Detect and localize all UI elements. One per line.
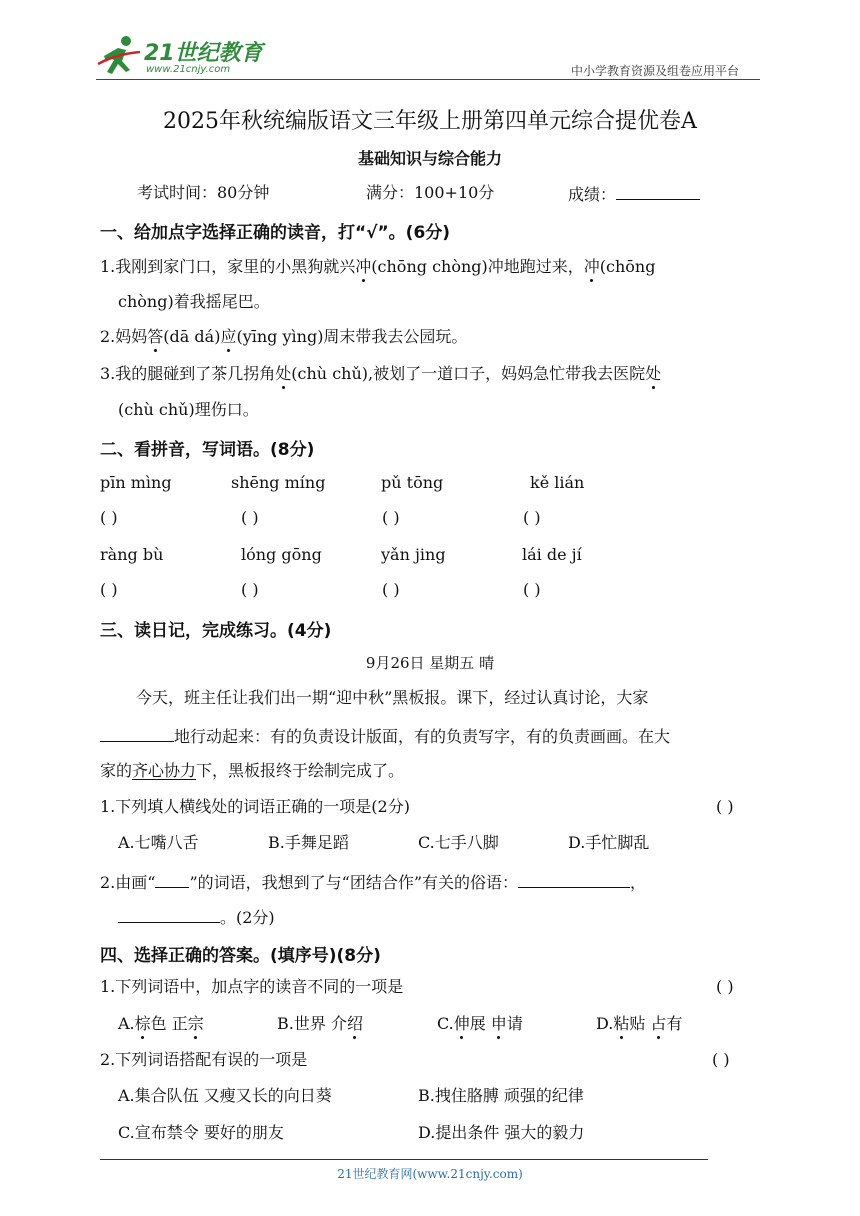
pinyin-3: pǔ tōng (381, 473, 444, 492)
exam-time: 考试时间：80分钟 (137, 183, 270, 202)
page-subtitle: 基础知识与综合能力 (357, 149, 502, 168)
s4-q1-option-a: A.棕色 正宗 (118, 1014, 204, 1033)
pinyin-1: pīn mìng (100, 473, 172, 492)
page-title: 2025年秋统编版语文三年级上册第四单元综合提优卷A (163, 109, 697, 134)
pinyin-5: ràng bù (100, 545, 164, 564)
answer-paren[interactable]: ( ) (241, 508, 259, 527)
s3-q2-line1: 2.由画“ ”的词语，我想到了与“团结合作”有关的俗语： ， (100, 873, 647, 892)
s3-q1: 1.下列填人横线处的词语正确的一项是(2分) (100, 797, 410, 816)
section-1-heading: 一、给加点字选择正确的读音，打“√”。(6分) (100, 223, 451, 243)
diary-line-2: 地行动起来：有的负责设计版面，有的负责写字，有的负责画画。在大 (100, 725, 670, 747)
pinyin-8: lái de jí (522, 545, 582, 564)
pinyin-4: kě lián (530, 473, 585, 492)
s4-q2-option-c: C.宣布禁令 要好的朋友 (118, 1123, 284, 1142)
platform-name: 中小学教育资源及组卷应用平台 (571, 64, 740, 78)
section-3-heading: 三、读日记，完成练习。(4分) (100, 621, 332, 641)
diary-date: 9月26日 星期五 晴 (365, 654, 495, 672)
s4-q2-option-d: D.提出条件 强大的毅力 (418, 1123, 585, 1142)
s3-q2-line2: 。(2分) (118, 906, 275, 928)
section-4-heading: 四、选择正确的答案。(填序号)(8分) (100, 946, 381, 966)
grade-text: 成绩： (568, 185, 617, 204)
proverb-blank-1[interactable] (518, 871, 630, 888)
footer-link[interactable]: 21世纪教育网(www.21cnjy.com) (337, 1167, 523, 1181)
pinyin-6: lóng gōng (241, 545, 322, 564)
runner-logo-icon (96, 34, 142, 78)
footer-rule (100, 1159, 708, 1160)
s4-q1: 1.下列词语中，加点字的读音不同的一项是 (100, 977, 404, 996)
answer-paren[interactable]: ( ) (241, 580, 259, 599)
option-c: C.七手八脚 (418, 833, 499, 852)
diary-line-1: 今天，班主任让我们出一期“迎中秋”黑板报。课下，经过认真讨论，大家 (136, 688, 649, 707)
s4-q1-option-d: D.粘贴 占有 (596, 1014, 683, 1033)
s1-q3-line1: 3.我的腿碰到了茶几拐角处(chù chǔ),被划了一道口子，妈妈急忙带我去医院处 (100, 364, 662, 383)
diary-line-3: 家的齐心协力下，黑板报终于绘制完成了。 (100, 761, 405, 780)
s1-q1-line2: chòng)着我摇尾巴。 (118, 292, 270, 311)
s1-q2: 2.妈妈答(dā dá)应(yīng yìng)周末带我去公园玩。 (100, 327, 468, 346)
grade-blank[interactable] (616, 183, 700, 200)
option-a: A.七嘴八舌 (118, 833, 199, 852)
option-d: D.手忙脚乱 (568, 833, 650, 852)
option-b: B.手舞足蹈 (268, 833, 349, 852)
answer-paren[interactable]: ( ) (100, 508, 118, 527)
s4-q2: 2.下列词语搭配有误的一项是 (100, 1050, 308, 1069)
s1-q1-line1: 1.我刚到家门口，家里的小黑狗就兴冲(chōng chòng)冲地跑过来，冲(chōng (100, 257, 656, 276)
s4-q2-option-a: A.集合队伍 又瘦又长的向日葵 (118, 1086, 332, 1105)
pinyin-2: shēng míng (231, 473, 326, 492)
underlined-phrase: 齐心协力 (132, 761, 197, 780)
answer-paren[interactable]: ( ) (712, 1050, 730, 1069)
logo-text: 21世纪教育 (144, 41, 263, 66)
section-2-heading: 二、看拼音，写词语。(8分) (100, 440, 315, 460)
grade-label (568, 183, 700, 205)
s4-q1-option-c: C.伸展 申请 (437, 1014, 523, 1033)
logo (96, 34, 266, 80)
proverb-blank-2[interactable] (118, 906, 220, 923)
answer-paren[interactable]: ( ) (382, 580, 400, 599)
full-score: 满分：100+10分 (366, 183, 495, 202)
header-rule (96, 79, 760, 80)
pinyin-7: yǎn jing (381, 545, 446, 564)
answer-paren[interactable]: ( ) (716, 797, 734, 816)
diary-blank[interactable] (100, 725, 174, 742)
answer-paren[interactable]: ( ) (100, 580, 118, 599)
s1-q3-line2: (chù chǔ)理伤口。 (118, 400, 259, 419)
s4-q2-option-b: B.拽住胳膊 顽强的纪律 (418, 1086, 584, 1105)
logo-url: www.21cnjy.com (146, 64, 231, 75)
s4-q1-option-b: B.世界 介绍 (277, 1014, 363, 1033)
answer-paren[interactable]: ( ) (382, 508, 400, 527)
answer-paren[interactable]: ( ) (716, 977, 734, 996)
answer-paren[interactable]: ( ) (523, 508, 541, 527)
answer-paren[interactable]: ( ) (523, 580, 541, 599)
